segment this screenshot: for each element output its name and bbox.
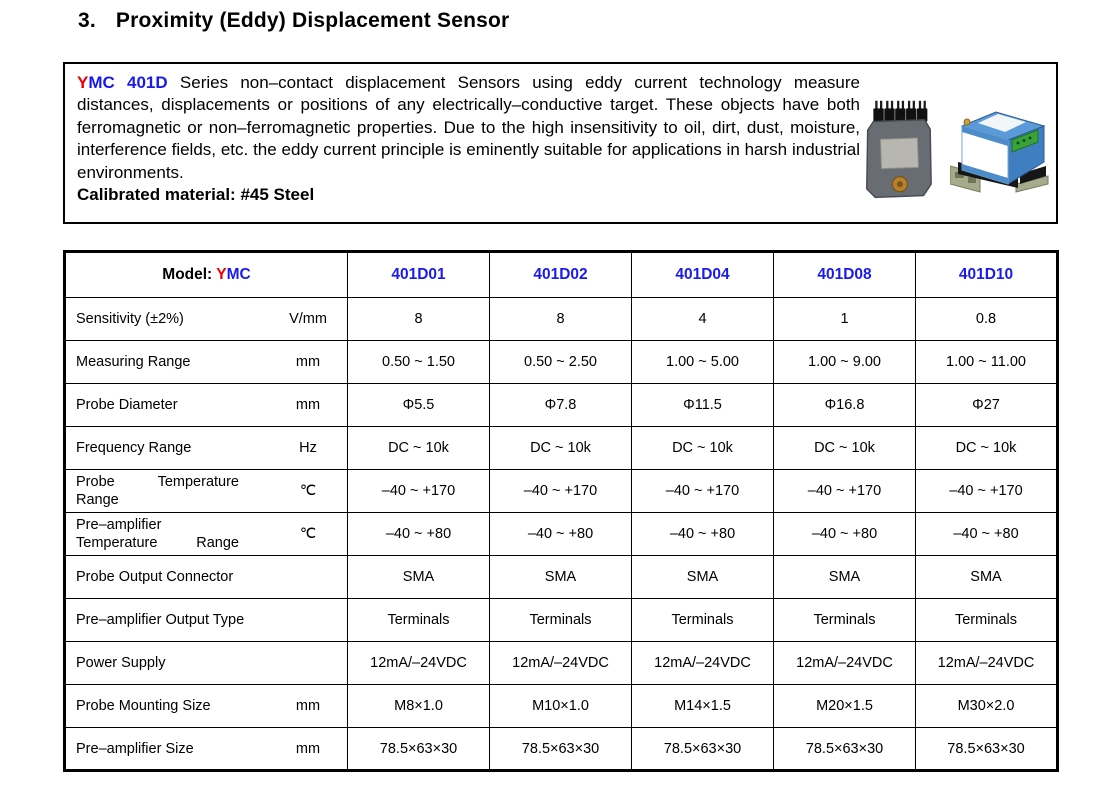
spec-value: SMA	[348, 556, 490, 599]
brand-model-blue: MC 401D	[88, 73, 168, 92]
spec-value: –40 ~ +170	[774, 470, 916, 513]
param-unit: ℃	[299, 483, 317, 499]
spec-value: Φ7.8	[490, 384, 632, 427]
spec-value: 8	[348, 298, 490, 341]
param-label: Probe Diameter	[76, 397, 178, 413]
spec-value: Terminals	[774, 599, 916, 642]
spec-value: –40 ~ +170	[348, 470, 490, 513]
param-unit: Hz	[299, 440, 317, 456]
spec-value: 1.00 ~ 9.00	[774, 341, 916, 384]
description-box	[63, 62, 1058, 224]
description-body-text: Series non–contact displacement Sensors using eddy current technology measure distances, displacements or positions of any electrically–conductive target. These objects have both ferromagnetic or non–ferromagnetic properties. Due to the high insensitivity to oil, dirt, dust, moisture, interference fields, etc. the eddy current principle is eminently suitable for applications in harsh industrial environments.	[77, 73, 860, 182]
spec-row-preamplifier-temperature-range	[65, 513, 1058, 556]
product-photos	[860, 64, 1056, 222]
spec-table	[63, 250, 1059, 772]
param-label: Power Supply	[76, 655, 166, 671]
spec-value: Φ11.5	[632, 384, 774, 427]
model-brand-blue: MC	[226, 266, 251, 283]
spec-value: M14×1.5	[632, 685, 774, 728]
spec-value: SMA	[632, 556, 774, 599]
column-header-401D10: 401D10	[916, 252, 1058, 298]
param-label: Pre–amplifier Temperature Range	[76, 517, 239, 551]
spec-value: DC ~ 10k	[632, 427, 774, 470]
param-label: Probe Temperature Range	[76, 474, 239, 508]
spec-row-probe-output-connector	[65, 556, 1058, 599]
spec-value: DC ~ 10k	[348, 427, 490, 470]
gray-preamplifier-photo	[862, 100, 934, 202]
spec-value: DC ~ 10k	[916, 427, 1058, 470]
column-header-401D01: 401D01	[348, 252, 490, 298]
spec-row-preamplifier-output-type	[65, 599, 1058, 642]
spec-value: 12mA/–24VDC	[490, 642, 632, 685]
section-title: Proximity (Eddy) Displacement Sensor	[115, 9, 510, 32]
spec-value: M30×2.0	[916, 685, 1058, 728]
spec-value: 1.00 ~ 5.00	[632, 341, 774, 384]
spec-row-probe-mounting-size	[65, 685, 1058, 728]
spec-value: 0.50 ~ 2.50	[490, 341, 632, 384]
spec-value: –40 ~ +170	[632, 470, 774, 513]
spec-row-preamplifier-size	[65, 728, 1058, 771]
param-unit: mm	[295, 698, 321, 714]
spec-row-sensitivity	[65, 298, 1058, 341]
blue-preamplifier-din-rail-photo	[950, 104, 1054, 198]
spec-value: M8×1.0	[348, 685, 490, 728]
spec-value: Terminals	[916, 599, 1058, 642]
param-unit: mm	[295, 354, 321, 370]
series-description	[65, 64, 860, 222]
param-unit: V/mm	[289, 311, 327, 327]
spec-value: 12mA/–24VDC	[348, 642, 490, 685]
spec-value: 12mA/–24VDC	[774, 642, 916, 685]
param-unit: ℃	[299, 526, 317, 542]
spec-value: –40 ~ +170	[490, 470, 632, 513]
param-label: Pre–amplifier Output Type	[76, 612, 245, 628]
param-label: Frequency Range	[76, 440, 192, 456]
spec-value: M20×1.5	[774, 685, 916, 728]
spec-value: Terminals	[490, 599, 632, 642]
spec-row-power-supply	[65, 642, 1058, 685]
spec-value: –40 ~ +80	[916, 513, 1058, 556]
spec-value: –40 ~ +80	[632, 513, 774, 556]
spec-value: Terminals	[348, 599, 490, 642]
spec-value: SMA	[916, 556, 1058, 599]
spec-table-header-row	[65, 252, 1058, 298]
spec-value: 8	[490, 298, 632, 341]
spec-value: 0.8	[916, 298, 1058, 341]
spec-value: DC ~ 10k	[774, 427, 916, 470]
spec-value: 78.5×63×30	[490, 728, 632, 771]
spec-value: –40 ~ +170	[916, 470, 1058, 513]
column-header-401D08: 401D08	[774, 252, 916, 298]
calibrated-material-note: Calibrated material: #45 Steel	[77, 185, 315, 205]
description-paragraph	[77, 72, 860, 184]
spec-value: 1.00 ~ 11.00	[916, 341, 1058, 384]
spec-value: 4	[632, 298, 774, 341]
param-label: Pre–amplifier Size	[76, 740, 194, 757]
param-label: Probe Output Connector	[76, 569, 234, 585]
model-label: Model:	[162, 266, 217, 283]
spec-row-probe-diameter	[65, 384, 1058, 427]
spec-value: 78.5×63×30	[916, 728, 1058, 771]
param-unit: mm	[295, 397, 321, 413]
spec-value: Terminals	[632, 599, 774, 642]
spec-value: 12mA/–24VDC	[916, 642, 1058, 685]
spec-value: Φ16.8	[774, 384, 916, 427]
page-title	[78, 9, 509, 33]
spec-value: –40 ~ +80	[774, 513, 916, 556]
param-unit: mm	[295, 740, 321, 757]
brand-letter-red: Y	[77, 73, 89, 92]
param-label: Probe Mounting Size	[76, 698, 211, 714]
spec-value: –40 ~ +80	[490, 513, 632, 556]
spec-value: SMA	[490, 556, 632, 599]
spec-value: 1	[774, 298, 916, 341]
spec-value: M10×1.0	[490, 685, 632, 728]
param-label: Measuring Range	[76, 354, 191, 370]
spec-value: Φ27	[916, 384, 1058, 427]
param-label: Sensitivity (±2%)	[76, 311, 184, 327]
spec-value: –40 ~ +80	[348, 513, 490, 556]
spec-value: DC ~ 10k	[490, 427, 632, 470]
spec-row-frequency-range	[65, 427, 1058, 470]
section-number: 3.	[78, 9, 96, 32]
spec-value: Φ5.5	[348, 384, 490, 427]
spec-value: SMA	[774, 556, 916, 599]
model-brand-red: Y	[216, 266, 227, 283]
spec-value: 0.50 ~ 1.50	[348, 341, 490, 384]
spec-row-measuring-range	[65, 341, 1058, 384]
spec-value: 78.5×63×30	[348, 728, 490, 771]
column-header-401D02: 401D02	[490, 252, 632, 298]
model-header-cell	[65, 252, 348, 298]
spec-row-probe-temperature-range	[65, 470, 1058, 513]
spec-value: 78.5×63×30	[632, 728, 774, 771]
spec-value: 78.5×63×30	[774, 728, 916, 771]
column-header-401D04: 401D04	[632, 252, 774, 298]
spec-value: 12mA/–24VDC	[632, 642, 774, 685]
